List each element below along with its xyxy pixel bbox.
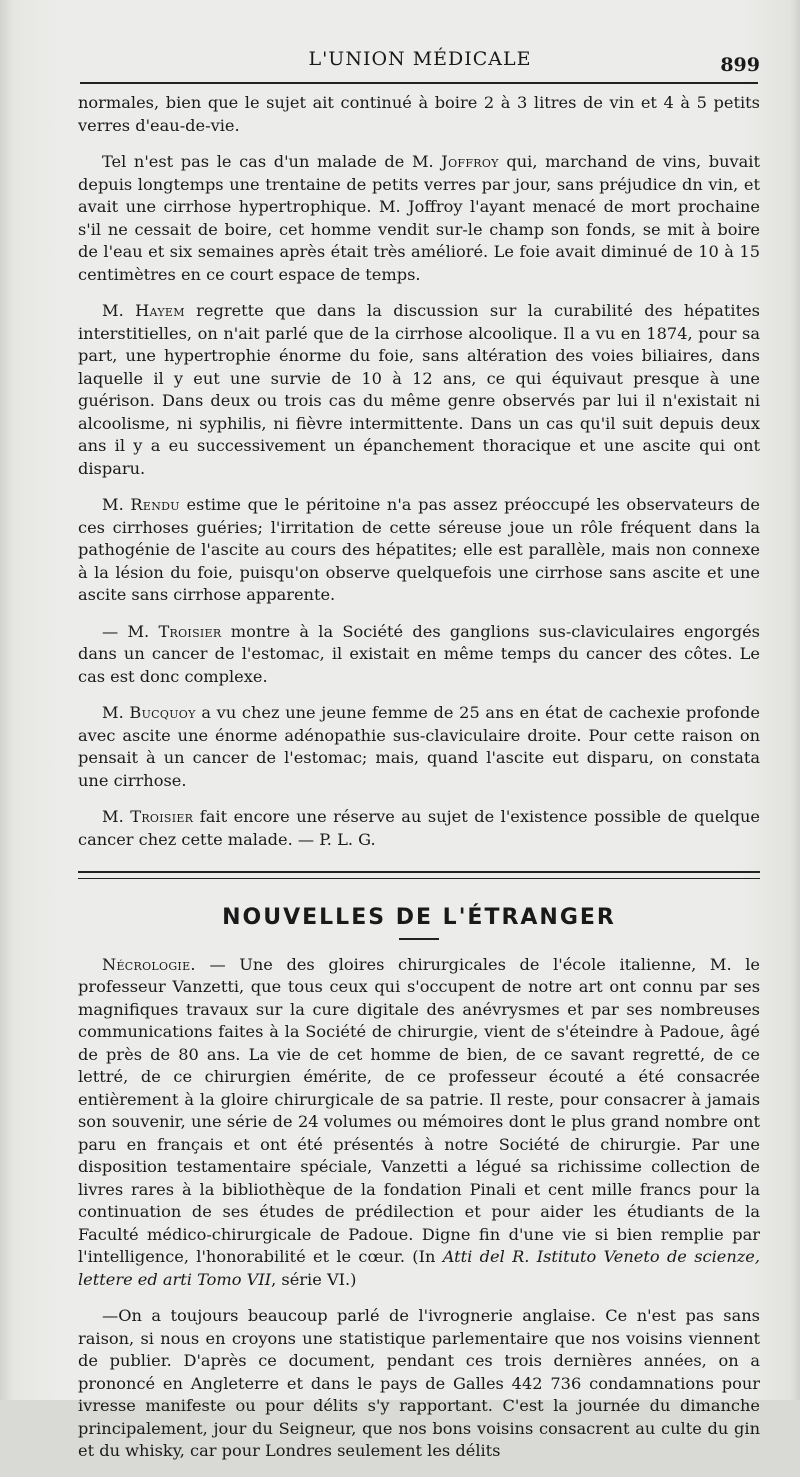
header-rule: [80, 82, 758, 84]
article-body: [78, 92, 760, 1477]
author-name: Joffroy: [441, 152, 499, 171]
section-divider: [78, 871, 760, 879]
paragraph-ivrognerie: —On a toujours beaucoup parlé de l'ivrognerie anglaise. Ce n'est pas sans raison, si nous en croyons une statistique parlementaire que nos voisins viennent de publier. D'après ce document, pendant ces trois dernières années, on a prononcé en Angleterre et dans le pays de Galles 442 736 condamnations pour ivresse manifeste ou pour délits s'y rapportant. C'est la journée du dimanche principalement, jour du Seigneur, que nos bons voisins consacrent au culte du gin et du whisky, car pour Londres seulement les délits: [78, 1306, 760, 1460]
citation: Atti del R. Istituto Veneto de scienze, lettere ed arti Tomo VII: [78, 1247, 760, 1289]
journal-title: L'UNION MÉDICALE: [308, 48, 532, 70]
author-name: Hayem: [135, 301, 185, 320]
page-number: 899: [720, 54, 760, 76]
paragraph-continued: normales, bien que le sujet ait continué à boire 2 à 3 litres de vin et 4 à 5 petits verres d'eau-de-vie.: [78, 93, 760, 135]
running-head: [80, 44, 760, 84]
paragraph-rendu: M. Rendu estime que le péritoine n'a pas assez préoccupé les observateurs de ces cirrhoses guéries; l'irritation de cette séreuse joue un rôle fréquent dans la pathogénie de l'ascite au cours des hépatites; elle est parallèle, mais non connexe à la lésion du foie, puisqu'on observe quelquefois une cirrhose sans ascite et une ascite sans cirrhose apparente.: [78, 495, 761, 604]
paragraph-bucquoy: M. Bucquoy a vu chez une jeune femme de 25 ans en état de cachexie profonde avec ascite une énorme adénopathie sus-claviculaire droite. Pour cette raison on pensait à un cancer de l'estomac; mais, quand l'ascite eut disparu, on constata une cirrhose.: [78, 703, 760, 790]
paragraph-joffroy: Tel n'est pas le cas d'un malade de M. Joffroy qui, marchand de vins, buvait depuis longtemps une trentaine de petits verres par jour, sans préjudice dn vin, et avait une cirrhose hypertrophique. M. Joffroy l'ayant menacé de mort prochaine s'il ne cessait de boire, cet homme vendit sur-le champ son fonds, se mit à boire de l'eau et six semaines après était très amélioré. Le foie avait diminué de 10 à 15 centimètres en ce court espace de temps.: [78, 152, 760, 284]
author-name: Rendu: [130, 495, 180, 514]
author-name: Troisier: [158, 621, 222, 641]
paragraph-troisier-1: — M. Troisier montre à la Société des ganglions sus-claviculaires engorgés dans un cancer de l'estomac, il existait en même temps du cancer des côtes. Le cas est donc complexe.: [78, 621, 760, 686]
author-name: Bucquoy: [129, 703, 196, 722]
rubric-label: Nécrologie.: [102, 954, 196, 974]
section-title: NOUVELLES DE L'ÉTRANGER: [222, 905, 616, 930]
section-title-rule: [399, 938, 439, 940]
paragraph-troisier-2: M. Troisier fait encore une réserve au sujet de l'existence possible de quelque cancer chez cette malade. — P. L. G.: [78, 807, 760, 849]
paragraph-hayem: M. Hayem regrette que dans la discussion sur la curabilité des hépatites interstitielles, on n'ait parlé que de la cirrhose alcoolique. Il a vu en 1874, pour sa part, une hypertrophie énorme du foie, sans altération des voies biliaires, dans laquelle il y eut une survie de 10 à 12 ans, ce qui équivaut presque à une guérison. Dans deux ou trois cas du même genre observés par lui il n'existait ni alcoolisme, ni syphilis, ni fièvre intermittente. Dans un cas qu'il suit depuis deux ans il y a eu successivement un épanchement thoracique et une ascite qui ont disparu.: [78, 301, 760, 478]
author-name: Troisier: [130, 807, 194, 826]
paragraph-necrologie: Nécrologie. — Une des gloires chirurgicales de l'école italienne, M. le professeur Vanzetti, que tous ceux qui s'occupent de notre art ont connu par ses magnifiques travaux sur la cure digitale des anévrysmes et par ses nombreuses communications faites à la Société de chirurgie, vient de s'éteindre à Padoue, âgé de près de 80 ans. La vie de cet homme de bien, de ce savant regretté, de ce lettré, de ce chirurgien émérite, de ce professeur écouté a été consacrée entièrement à la gloire chirurgicale de sa patrie. Il reste, pour consacrer à jamais son souvenir, une série de 24 volumes ou mémoires dont le plus grand nombre ont paru en français et ont été présentés à notre Société de chirurgie. Par une disposition testamentaire spéciale, Vanzetti a légué sa richissime collection de livres rares à la bibliothèque de la fondation Pinali et cent mille francs pour la continuation de ses études de prédilection et pour aider les étudiants de la Faculté médico-chirurgicale de Padoue. Digne fin d'une vie si bien remplie par l'intelligence, l'honorabilité et le cœur. (In Atti del R. Istituto Veneto de scienze, lettere ed arti Tomo VII, série VI.): [78, 954, 760, 1289]
